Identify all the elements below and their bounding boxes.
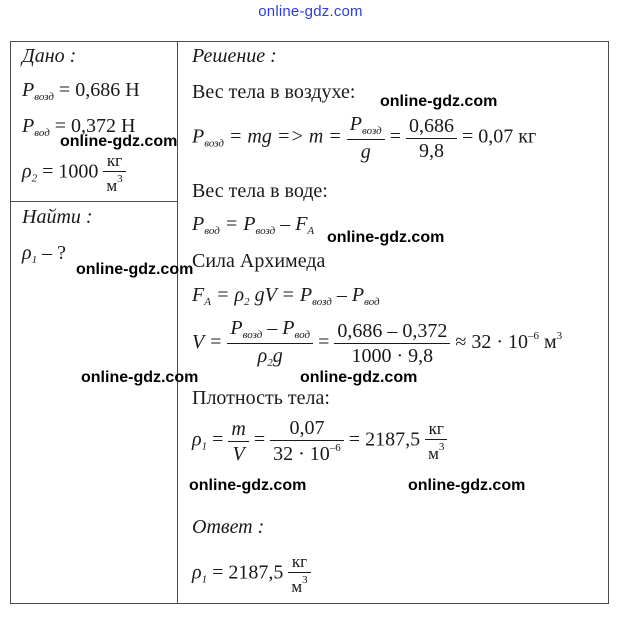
column-divider (177, 41, 178, 604)
find-title: Найти : (22, 206, 93, 228)
watermark: online-gdz.com (76, 261, 194, 278)
row-divider (10, 201, 178, 202)
answer-title: Ответ : (192, 516, 265, 538)
find-rho1: $\rho_1$ – ? (22, 242, 66, 266)
solution-line-air: Вес тела в воздухе: (192, 81, 356, 103)
watermark: online-gdz.com (300, 369, 418, 386)
watermark: online-gdz.com (408, 477, 526, 494)
solution-eq-volume: V = $\frac{P_{возд} - P_{вод}}{\rho_2g}$ = $\frac{0,686 - 0,372}{1000 \cdot 9,8}$ ≈ $32 \cdot 10^{-6}$ $м^3$ (192, 317, 563, 369)
solution-eq-weight: $P_{вод} = P_{возд} - F_A$ (192, 213, 315, 237)
given-title: Дано : (22, 45, 77, 67)
given-p-water: $P_{вод} = 0,372$ Н (22, 115, 136, 139)
site-header: online-gdz.com (258, 3, 363, 20)
watermark: online-gdz.com (81, 369, 199, 386)
watermark: online-gdz.com (60, 133, 178, 150)
answer-eq: $\rho_1 = 2187,5$ $\frac{кг}{м^3}$ (192, 553, 311, 595)
solution-line-density: Плотность тела: (192, 387, 330, 409)
watermark: online-gdz.com (327, 229, 445, 246)
given-p-air: $P_{возд} = 0,686$ Н (22, 79, 140, 103)
solution-line-archimedes: Сила Архимеда (192, 250, 326, 272)
watermark: online-gdz.com (380, 93, 498, 110)
solution-eq-archimedes: $F_A = \rho_2$ gV = $P_{возд} - P_{вод}$ (192, 284, 380, 308)
solution-line-water: Вес тела в воде: (192, 180, 328, 202)
solution-eq-density: $\rho_1$ = $\frac{m}{V}$ = $\frac{0,07}{32 \cdot 10^{-6}}$ = 2187,5 $\frac{кг}{м^3}$ (192, 418, 447, 464)
solution-title: Решение : (192, 45, 277, 67)
given-rho2: $\rho_2 = 1000$ $\frac{кг}{м^3}$ (22, 152, 126, 194)
watermark: online-gdz.com (189, 477, 307, 494)
solution-eq-mass: $P_{возд}$ = mg => m = $\frac{P_{возд}}{g}$ = $\frac{0,686}{9,8}$ = 0,07 кг (192, 113, 537, 163)
